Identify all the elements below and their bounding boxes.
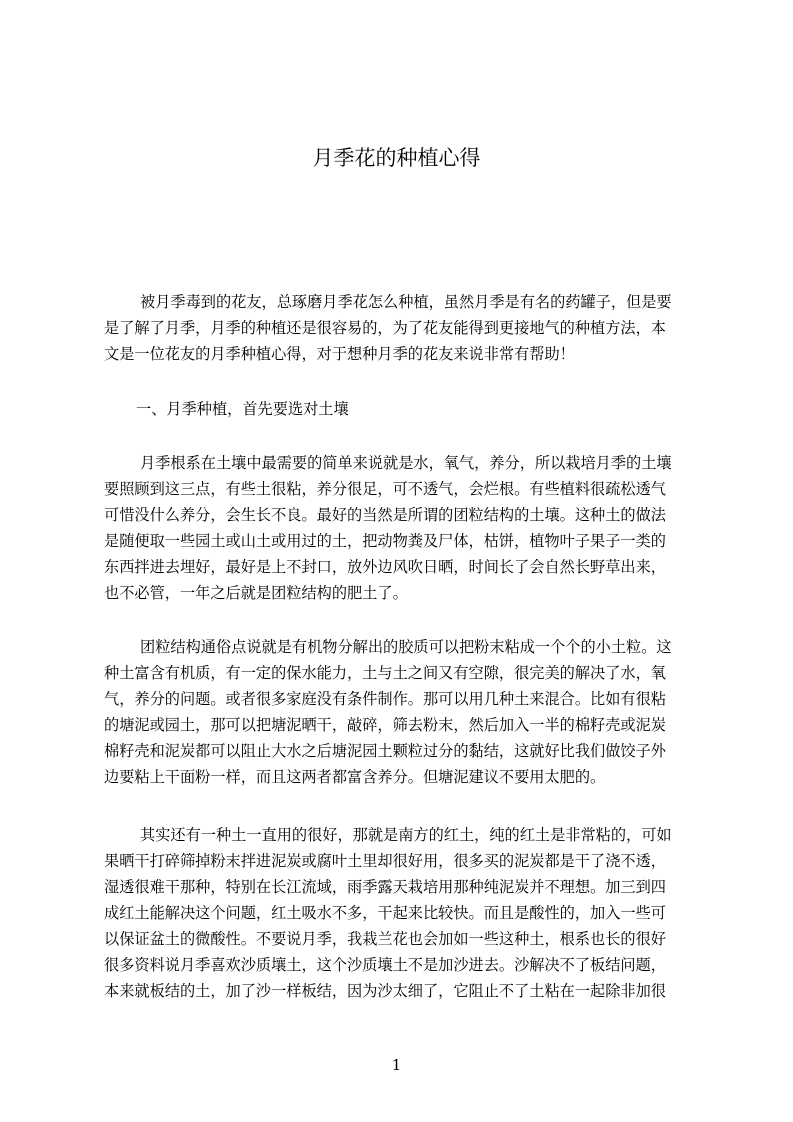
paragraph-line: 月季根系在土壤中最需要的简单来说就是水，氧气，养分，所以栽培月季的土壤 — [140, 454, 672, 472]
paragraph-line: 文是一位花友的月季种植心得，对于想种月季的花友来说非常有帮助！ — [104, 345, 575, 363]
page-title: 月季花的种植心得 — [312, 146, 481, 170]
paragraph-line: 也不必管，一年之后就是团粒结构的肥土了。 — [104, 584, 408, 602]
paragraph-line: 种土富含有机质，有一定的保水能力，土与土之间又有空隙，很完美的解决了水，氧 — [104, 664, 666, 682]
paragraph-line: 气，养分的问题。或者很多家庭没有条件制作。那可以用几种土来混合。比如有很粘 — [104, 690, 666, 708]
paragraph-line: 其实还有一种土一直用的很好，那就是南方的红土，纯的红土是非常粘的，可如 — [140, 826, 672, 844]
paragraph-line: 是了解了月季，月季的种植还是很容易的，为了花友能得到更接地气的种植方法，本 — [104, 319, 666, 337]
paragraph-line: 成红土能解决这个问题，红土吸水不多，干起来比较快。而且是酸性的，加入一些可 — [104, 904, 666, 922]
paragraph-line: 可惜没什么养分，会生长不良。最好的当然是所谓的团粒结构的土壤。这种土的做法 — [104, 506, 666, 524]
paragraph-line: 被月季毒到的花友，总琢磨月季花怎么种植，虽然月季是有名的药罐子，但是要 — [140, 293, 672, 311]
paragraph-line: 湿透很难干那种，特别在长江流域，雨季露天栽培用那种纯泥炭并不理想。加三到四 — [104, 878, 666, 896]
paragraph-line: 的塘泥或园土，那可以把塘泥晒干，敲碎，筛去粉末，然后加入一半的棉籽壳或泥炭 — [104, 716, 666, 734]
paragraph-line: 团粒结构通俗点说就是有机物分解出的胶质可以把粉末粘成一个个的小土粒。这 — [140, 638, 672, 656]
paragraph-line: 要照顾到这三点，有些土很粘，养分很足，可不透气，会烂根。有些植料很疏松透气 — [104, 480, 666, 498]
paragraph-line: 是随便取一些园土或山土或用过的土，把动物粪及尸体，枯饼，植物叶子果子一类的 — [104, 532, 666, 550]
paragraph-line: 东西拌进去埋好，最好是上不封口，放外边风吹日晒，时间长了会自然长野草出来， — [104, 558, 666, 576]
paragraph-line: 果晒干打碎筛掉粉末拌进泥炭或腐叶土里却很好用，很多买的泥炭都是干了浇不透， — [104, 852, 666, 870]
paragraph-line: 很多资料说月季喜欢沙质壤土，这个沙质壤土不是加沙进去。沙解决不了板结问题， — [104, 956, 666, 974]
paragraph-line: 边要粘上干面粉一样，而且这两者都富含养分。但塘泥建议不要用太肥的。 — [104, 768, 606, 786]
paragraph-line: 棉籽壳和泥炭都可以阻止大水之后塘泥园土颗粒过分的黏结，这就好比我们做饺子外 — [104, 742, 666, 760]
paragraph-line: 本来就板结的土，加了沙一样板结，因为沙太细了，它阻止不了土粘在一起除非加很 — [104, 982, 666, 1000]
section-heading: 一、月季种植，首先要选对土壤 — [136, 400, 349, 418]
paragraph-line: 以保证盆土的微酸性。不要说月季，我栽兰花也会加如一些这种土，根系也长的很好 — [104, 930, 666, 948]
page-number: 1 — [391, 1056, 402, 1074]
